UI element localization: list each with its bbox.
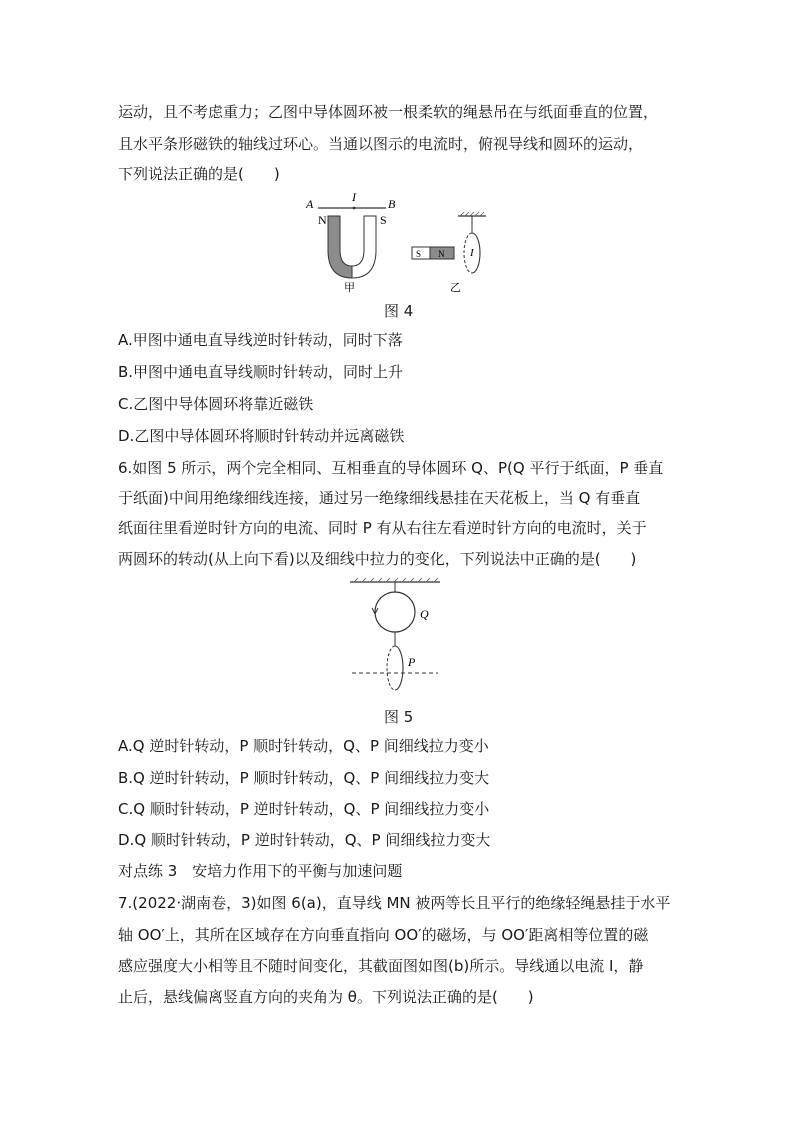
- ring-p-back: [387, 646, 395, 690]
- q6-stem-line-4: 两圆环的转动(从上向下看)以及细线中拉力的变化，下列说法中正确的是( ): [118, 550, 637, 568]
- u-magnet-right: [352, 216, 376, 278]
- q6-stem-line-3: 纸面往里看逆时针方向的电流、同时 P 有从右往左看逆时针方向的电流时，关于: [118, 519, 647, 537]
- intro-line-3: 下列说法正确的是( ): [118, 165, 280, 183]
- q7-stem-line-1: 7.(2022·湖南卷，3)如图 6(a)，直导线 MN 被两等长且平行的绝缘轻绳悬挂于水平: [118, 894, 671, 912]
- q6-option-b: B.Q 逆时针转动，P 顺时针转动，Q、P 间细线拉力变大: [118, 769, 490, 787]
- label-s: S: [380, 213, 387, 227]
- label-p: P: [408, 655, 416, 669]
- figure-4: [300, 192, 500, 296]
- figure-5: [340, 574, 450, 694]
- q5-option-a: A.甲图中通电直导线逆时针转动，同时下落: [118, 331, 403, 349]
- q6-option-c: C.Q 顺时针转动，P 逆时针转动，Q、P 间细线拉力变小: [118, 800, 490, 818]
- q7-stem-line-4: 止后，悬线偏离竖直方向的夹角为 θ。下列说法正确的是( ): [118, 988, 534, 1006]
- label-n: N: [318, 213, 327, 227]
- q5-option-c: C.乙图中导体圆环将靠近磁铁: [118, 395, 314, 413]
- intro-line-1: 运动，且不考虑重力；乙图中导体圆环被一根柔软的绳悬吊在与纸面垂直的位置，: [118, 103, 659, 121]
- q6-stem-line-1: 6.如图 5 所示，两个完全相同、互相垂直的导体圆环 Q、P(Q 平行于纸面，P 垂直: [118, 459, 664, 477]
- q7-stem-line-2: 轴 OO′上，其所在区域存在方向垂直指向 OO′的磁场，与 OO′距离相等位置的磁: [118, 926, 649, 944]
- ring-q: [375, 592, 415, 632]
- label-current-i: I: [352, 192, 356, 204]
- figure-5-caption: 图 5: [384, 708, 414, 726]
- q6-stem-line-2: 于纸面)中间用绝缘细线连接，通过另一绝缘细线悬挂在天花板上，当 Q 有垂直: [118, 489, 641, 507]
- q7-stem-line-3: 感应强度大小相等且不随时间变化，其截面图如图(b)所示。导线通以电流 I，静: [118, 957, 644, 975]
- q6-option-a: A.Q 逆时针转动，P 顺时针转动，Q、P 间细线拉力变小: [118, 737, 489, 755]
- section-3-title: 对点练 3 安培力作用下的平衡与加速问题: [118, 862, 403, 880]
- ceiling-hatch: [460, 212, 484, 216]
- intro-line-2: 且水平条形磁铁的轴线过环心。当通以图示的电流时，俯视导线和圆环的运动，: [118, 135, 644, 153]
- label-q: Q: [420, 607, 429, 621]
- bar-magnet-n-label: N: [438, 249, 445, 259]
- label-yi: 乙: [450, 282, 461, 294]
- current-dot: [353, 207, 356, 210]
- label-jia: 甲: [344, 282, 355, 294]
- ring-current-i: I: [470, 247, 474, 259]
- q5-option-b: B.甲图中通电直导线顺时针转动，同时上升: [118, 363, 404, 381]
- bar-magnet-s-label: S: [416, 249, 422, 259]
- figure-4-caption: 图 4: [384, 302, 414, 320]
- q6-option-d: D.Q 顺时针转动，P 逆时针转动，Q、P 间细线拉力变大: [118, 831, 491, 849]
- u-magnet-left: [328, 216, 352, 278]
- ring-p-front: [395, 646, 403, 690]
- label-b: B: [388, 197, 396, 211]
- label-a: A: [306, 197, 314, 211]
- q5-option-d: D.乙图中导体圆环将顺时针转动并远离磁铁: [118, 427, 405, 445]
